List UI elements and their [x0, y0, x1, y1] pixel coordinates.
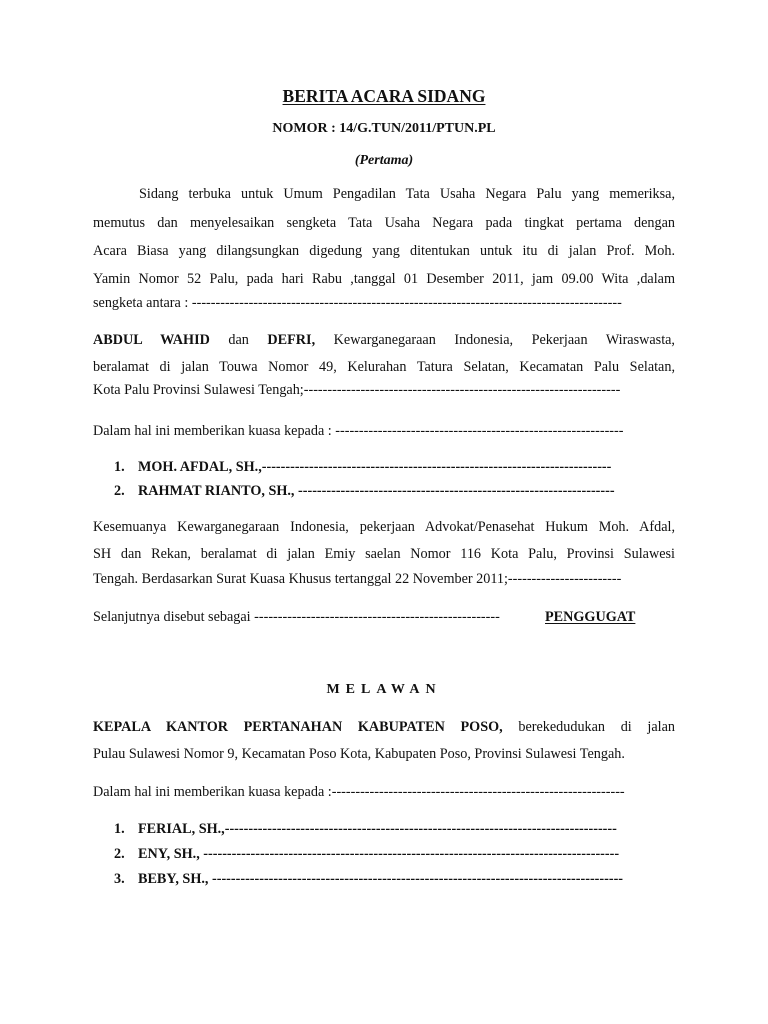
tergugat-line-1-rest: berekedudukan di jalan [502, 719, 675, 735]
penggugat-kuasa-desc-3: Tengah. Berdasarkan Surat Kuasa Khusus tertanggal 22 November 2011;------------------------ [93, 571, 622, 587]
penggugat-kuasa-intro: Dalam hal ini memberikan kuasa kepada : ------------------------------------------------------------- [93, 423, 624, 439]
list-text: ENY, SH., ---------------------------------------------------------------------------------------- [138, 846, 620, 862]
tergugat-kuasa-item-3 [114, 870, 675, 888]
penggugat-line-1-rest: Kewarganegaraan Indonesia, Pekerjaan Wiraswasta, [315, 332, 675, 348]
session-subtitle: (Pertama) [354, 153, 414, 168]
list-text: FERIAL, SH.,----------------------------------------------------------------------------------- [138, 821, 617, 837]
intro-line-4: Yamin Nomor 52 Palu, pada hari Rabu ,tanggal 01 Desember 2011, jam 09.00 Wita ,dalam [93, 271, 675, 287]
penggugat-kuasa-desc-1: Kesemuanya Kewarganegaraan Indonesia, pekerjaan Advokat/Penasehat Hukum Moh. Afdal, [93, 519, 675, 535]
penggugat-kuasa-item-1 [114, 458, 675, 476]
penggugat-name-2: DEFRI, [267, 332, 316, 348]
tergugat-kuasa-item-2 [114, 845, 675, 863]
list-number: 1. [114, 821, 125, 837]
penggugat-kuasa-desc-2: SH dan Rekan, beralamat di jalan Emiy saelan Nomor 116 Kota Palu, Provinsi Sulawesi [93, 546, 675, 562]
list-text: RAHMAT RIANTO, SH., ------------------------------------------------------------------- [138, 483, 615, 499]
penggugat-role: PENGGUGAT [545, 609, 636, 625]
disebut-label: Selanjutnya disebut sebagai ---------------------------------------------------- [93, 609, 500, 625]
intro-line-1: Sidang terbuka untuk Umum Pengadilan Tata Usaha Negara Palu yang memeriksa, [139, 186, 675, 202]
intro-line-2: memutus dan menyelesaikan sengketa Tata Usaha Negara pada tingkat pertama dengan [93, 215, 675, 231]
penggugat-line-1 [93, 331, 675, 349]
penggugat-conj: dan [209, 332, 268, 348]
penggugat-line-2: beralamat di jalan Touwa Nomor 49, Kelurahan Tatura Selatan, Kecamatan Palu Selatan, [93, 359, 675, 375]
page-title: BERITA ACARA SIDANG [282, 86, 486, 106]
tergugat-kuasa-intro: Dalam hal ini memberikan kuasa kepada :-------------------------------------------------------------- [93, 784, 625, 800]
list-text: MOH. AFDAL, SH.,-------------------------------------------------------------------------- [138, 459, 612, 475]
list-number: 2. [114, 483, 125, 499]
list-text: BEBY, SH., --------------------------------------------------------------------------------------- [138, 871, 624, 887]
penggugat-kuasa-item-2 [114, 482, 675, 500]
tergugat-line-2: Pulau Sulawesi Nomor 9, Kecamatan Poso Kota, Kabupaten Poso, Provinsi Sulawesi Tengah. [93, 746, 625, 762]
tergugat-kuasa-item-1 [114, 820, 675, 838]
intro-line-3: Acara Biasa yang dilangsungkan digedung yang ditentukan untuk itu di jalan Prof. Moh. [93, 243, 675, 259]
case-number: NOMOR : 14/G.TUN/2011/PTUN.PL [272, 121, 496, 136]
tergugat-name: KEPALA KANTOR PERTANAHAN KABUPATEN POSO, [93, 719, 503, 735]
penggugat-name-1: ABDUL WAHID [93, 332, 210, 348]
list-number: 2. [114, 846, 125, 862]
list-number: 3. [114, 871, 125, 887]
melawan-heading: MELAWAN [326, 682, 442, 697]
tergugat-line-1 [93, 718, 675, 736]
list-number: 1. [114, 459, 125, 475]
penggugat-line-3: Kota Palu Provinsi Sulawesi Tengah;------------------------------------------------------------------- [93, 382, 621, 398]
intro-line-5: sengketa antara : ------------------------------------------------------------------------------------------- [93, 295, 622, 311]
